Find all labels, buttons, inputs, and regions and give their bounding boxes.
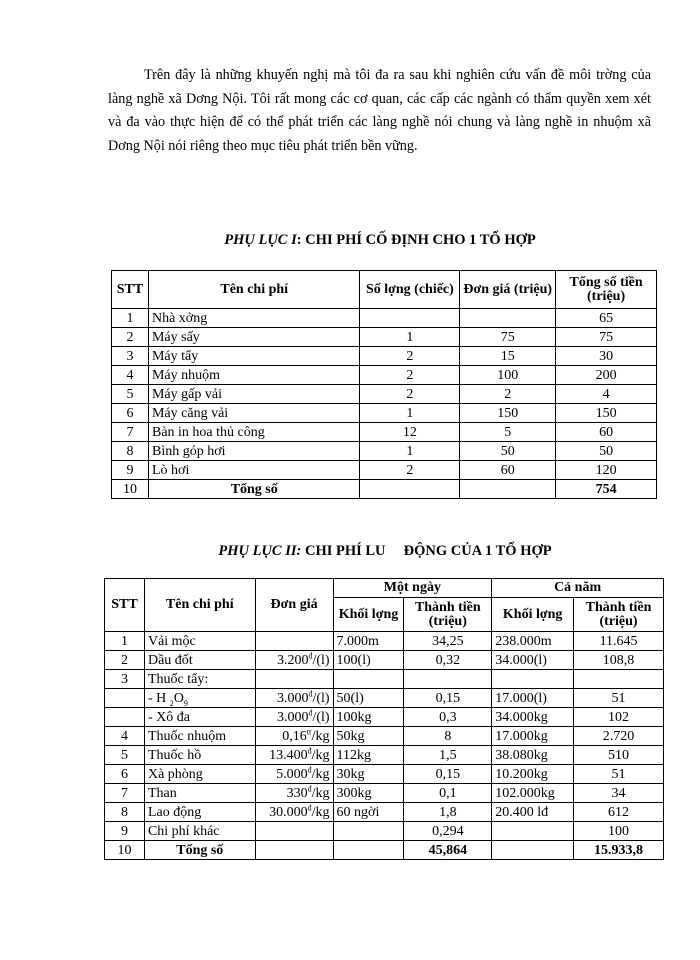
appendix1-title (100, 232, 660, 249)
row-total: 4 (556, 385, 657, 404)
row-price: 3.000 (276, 709, 309, 725)
row-price: 5.000 (276, 766, 308, 782)
row-stt: 2 (112, 328, 149, 347)
row-total: 150 (556, 404, 657, 423)
row-year-qty: 17.000kg (492, 727, 574, 746)
row-stt: 7 (112, 423, 149, 442)
row-year-amount: 2.720 (574, 727, 664, 746)
row-stt: 6 (112, 404, 149, 423)
total-amount: 754 (556, 480, 657, 499)
row-name (144, 670, 255, 689)
row-year-amount: 34 (574, 784, 664, 803)
row-stt: 6 (105, 765, 145, 784)
row-name: Máy sấy (148, 328, 359, 347)
appendix2-title-italic: PHỤ LỤC II: (218, 543, 302, 559)
total-label: Tổng số (148, 480, 359, 499)
row-stt (105, 708, 145, 727)
row-day-qty: 60 ngời (333, 803, 404, 822)
row-price-sup: đ (307, 745, 312, 755)
row-unit-price (255, 670, 333, 689)
row-price: 75 (460, 328, 556, 347)
appendix1-title-italic: PHỤ LỤC I (224, 232, 297, 248)
row-year-qty: 10.200kg (492, 765, 574, 784)
fixed-cost-body (112, 309, 657, 499)
table-row (105, 651, 664, 670)
row-price-unit: /(l) (312, 652, 330, 668)
col-header-total: Tổng số tiền (triệu) (556, 271, 657, 309)
total-row (105, 841, 664, 860)
row-unit-price (255, 708, 333, 727)
row-day-qty (333, 670, 404, 689)
row-name (144, 765, 255, 784)
total-stt: 10 (112, 480, 149, 499)
table-row (112, 366, 657, 385)
col-header-name: Tên chi phí (144, 579, 255, 632)
col-header-one-day: Một ngày (333, 579, 492, 598)
col-header-qty: Số lợng (chiếc) (360, 271, 460, 309)
row-name-text: Vải mộc (147, 633, 196, 649)
col-header-stt: STT (112, 271, 149, 309)
row-name (144, 651, 255, 670)
row-year-amount: 100 (574, 822, 664, 841)
row-day-amount: 34,25 (404, 632, 492, 651)
total-unit-price (255, 841, 333, 860)
table-row (105, 670, 664, 689)
row-day-amount (404, 670, 492, 689)
row-total: 75 (556, 328, 657, 347)
total-year-qty (492, 841, 574, 860)
table-row (112, 423, 657, 442)
total-row (112, 480, 657, 499)
row-stt: 1 (105, 632, 145, 651)
conclusion-paragraph (108, 64, 651, 158)
row-name-tail: O (173, 690, 184, 706)
row-day-qty: 100(l) (333, 651, 404, 670)
row-year-amount: 102 (574, 708, 664, 727)
row-name: Máy căng vải (148, 404, 359, 423)
row-qty: 2 (360, 366, 460, 385)
col-header-stt: STT (105, 579, 145, 632)
col-header-full-year: Cả năm (492, 579, 664, 598)
row-name-text: Than (147, 785, 177, 801)
row-name: Bình góp hơi (148, 442, 359, 461)
row-name-subscript: 2 (169, 698, 174, 708)
row-name-text: Thuốc nhuộm (147, 728, 227, 744)
row-price: 3.200 (276, 652, 309, 668)
col-header-day-qty: Khối lợng (333, 598, 404, 632)
row-unit-price (255, 727, 333, 746)
row-stt: 4 (105, 727, 145, 746)
row-day-amount: 0,15 (404, 765, 492, 784)
row-price: 50 (460, 442, 556, 461)
row-price: 30.000 (269, 804, 308, 820)
row-name (144, 803, 255, 822)
row-qty: 2 (360, 385, 460, 404)
table-row (112, 309, 657, 328)
row-total: 50 (556, 442, 657, 461)
row-year-amount: 51 (574, 765, 664, 784)
row-day-qty (333, 822, 404, 841)
row-unit-price (255, 803, 333, 822)
row-name (144, 784, 255, 803)
row-name (144, 708, 255, 727)
row-day-amount: 0,32 (404, 651, 492, 670)
row-price-sup: đ (307, 764, 312, 774)
col-header-day-amount: Thành tiền (triệu) (404, 598, 492, 632)
row-price-sup: đ (307, 802, 312, 812)
row-unit-price (255, 651, 333, 670)
row-day-qty: 7.000m (333, 632, 404, 651)
row-qty: 12 (360, 423, 460, 442)
row-day-amount: 0,1 (404, 784, 492, 803)
row-day-amount: 1,5 (404, 746, 492, 765)
row-total: 120 (556, 461, 657, 480)
row-price-sup: đ (308, 688, 313, 698)
row-stt (105, 689, 145, 708)
col-header-price: Đơn giá (triệu) (460, 271, 556, 309)
total-price (460, 480, 556, 499)
row-qty: 1 (360, 404, 460, 423)
row-stt: 4 (112, 366, 149, 385)
row-stt: 1 (112, 309, 149, 328)
row-name-text: Lao động (147, 804, 202, 820)
row-name: Nhà xởng (148, 309, 359, 328)
row-stt: 5 (105, 746, 145, 765)
row-name-text: Xà phòng (147, 766, 203, 782)
row-unit-price (255, 746, 333, 765)
row-qty: 1 (360, 328, 460, 347)
total-qty (360, 480, 460, 499)
row-name: Bàn in hoa thủ công (148, 423, 359, 442)
row-unit-price (255, 784, 333, 803)
row-price-sup: đ (307, 783, 312, 793)
row-year-amount (574, 670, 664, 689)
row-name-text: Thuốc tẩy: (147, 671, 209, 687)
row-year-qty: 34.000kg (492, 708, 574, 727)
row-price: 15 (460, 347, 556, 366)
row-price: 0,16 (282, 728, 307, 744)
table-row (105, 803, 664, 822)
row-qty: 2 (360, 347, 460, 366)
total-label: Tổng số (144, 841, 255, 860)
row-name (144, 822, 255, 841)
row-price-unit: /kg (311, 804, 330, 820)
row-name-text: Chi phí khác (147, 823, 220, 839)
row-day-qty: 30kg (333, 765, 404, 784)
row-total: 65 (556, 309, 657, 328)
total-day-amount: 45,864 (404, 841, 492, 860)
row-unit-price (255, 632, 333, 651)
row-year-qty: 17.000(l) (492, 689, 574, 708)
row-name (144, 727, 255, 746)
row-price: 100 (460, 366, 556, 385)
row-name-subscript2: 9 (183, 698, 188, 708)
table-row (105, 689, 664, 708)
row-year-amount: 612 (574, 803, 664, 822)
table-row (112, 461, 657, 480)
row-day-qty: 50(l) (333, 689, 404, 708)
row-price: 3.000 (276, 690, 309, 706)
appendix2-title-rest: CHI PHÍ LU ĐỘNG CỦA 1 TỔ HỢP (301, 543, 552, 559)
row-stt: 8 (105, 803, 145, 822)
row-price-unit: /kg (311, 728, 330, 744)
table-row (112, 404, 657, 423)
row-name: Máy tẩy (148, 347, 359, 366)
row-price: 13.400 (269, 747, 308, 763)
table-row (105, 746, 664, 765)
table-row (105, 727, 664, 746)
row-total: 200 (556, 366, 657, 385)
table-row (105, 632, 664, 651)
row-name: Máy gấp vải (148, 385, 359, 404)
row-stt: 3 (112, 347, 149, 366)
row-name-text: Dầu đốt (147, 652, 193, 668)
table-row (112, 328, 657, 347)
row-qty: 1 (360, 442, 460, 461)
row-year-qty (492, 822, 574, 841)
row-price-sup: đ (308, 650, 313, 660)
row-price-unit: /kg (311, 747, 330, 763)
row-day-amount: 0,15 (404, 689, 492, 708)
row-name-text: - Xô đa (147, 709, 190, 725)
row-stt: 7 (105, 784, 145, 803)
row-stt: 9 (105, 822, 145, 841)
row-day-amount: 0,3 (404, 708, 492, 727)
row-year-amount: 11.645 (574, 632, 664, 651)
row-year-qty: 102.000kg (492, 784, 574, 803)
fixed-cost-table (111, 270, 657, 499)
table-row (105, 822, 664, 841)
total-year-amount: 15.933,8 (574, 841, 664, 860)
row-price: 150 (460, 404, 556, 423)
row-day-amount: 0,294 (404, 822, 492, 841)
row-price-unit: /(l) (312, 690, 330, 706)
row-price (460, 309, 556, 328)
row-year-qty: 20.400 lđ (492, 803, 574, 822)
total-day-qty (333, 841, 404, 860)
row-year-qty: 34.000(l) (492, 651, 574, 670)
row-price-sup: tr (306, 726, 312, 736)
row-year-qty (492, 670, 574, 689)
row-price-sup: đ (308, 707, 313, 717)
row-year-amount: 51 (574, 689, 664, 708)
row-name-text: - H (147, 690, 167, 706)
row-unit-price (255, 689, 333, 708)
row-name: Lò hơi (148, 461, 359, 480)
row-unit-price (255, 822, 333, 841)
row-stt: 8 (112, 442, 149, 461)
row-year-qty: 38.080kg (492, 746, 574, 765)
col-header-name: Tên chi phí (148, 271, 359, 309)
col-header-year-qty: Khối lợng (492, 598, 574, 632)
row-year-amount: 510 (574, 746, 664, 765)
row-name (144, 689, 255, 708)
col-header-unit-price: Đơn giá (255, 579, 333, 632)
table-row (105, 765, 664, 784)
row-day-amount: 8 (404, 727, 492, 746)
row-total: 60 (556, 423, 657, 442)
row-price: 5 (460, 423, 556, 442)
row-qty (360, 309, 460, 328)
row-year-qty: 238.000m (492, 632, 574, 651)
appendix2-title (100, 543, 670, 560)
row-price: 330 (286, 785, 308, 801)
row-qty: 2 (360, 461, 460, 480)
row-name: Máy nhuộm (148, 366, 359, 385)
table-row (112, 347, 657, 366)
appendix1-title-rest: : CHI PHÍ CỐ ĐỊNH CHO 1 TỔ HỢP (296, 232, 536, 248)
row-unit-price (255, 765, 333, 784)
total-stt: 10 (105, 841, 145, 860)
row-name (144, 632, 255, 651)
row-price: 2 (460, 385, 556, 404)
variable-cost-table (104, 578, 664, 860)
row-day-qty: 50kg (333, 727, 404, 746)
row-price-unit: /kg (311, 766, 330, 782)
variable-cost-body (105, 632, 664, 860)
row-stt: 9 (112, 461, 149, 480)
row-day-qty: 112kg (333, 746, 404, 765)
paragraph-text: Trên đây là những khuyến nghị mà tôi đa ra sau khi nghiên cứu vấn đề môi trờng của làng nghề xã Dơng Nội. Tôi rất mong các cơ quan, các cấp các ngành có thẩm quyền xem xét và đa vào thực hiện để có thể phát triển các làng nghề nói chung và làng nghề in nhuộm xã Dơng Nội nói riêng theo mục tiêu phát triển bền vững. (108, 67, 651, 154)
row-name-text: Thuốc hồ (147, 747, 202, 763)
table-row (112, 442, 657, 461)
row-stt: 2 (105, 651, 145, 670)
row-stt: 3 (105, 670, 145, 689)
table-row (105, 784, 664, 803)
table-row (105, 708, 664, 727)
row-day-qty: 100kg (333, 708, 404, 727)
row-price: 60 (460, 461, 556, 480)
row-stt: 5 (112, 385, 149, 404)
row-total: 30 (556, 347, 657, 366)
row-price-unit: /kg (311, 785, 330, 801)
row-price-unit: /(l) (312, 709, 330, 725)
table-row (112, 385, 657, 404)
col-header-year-amount: Thành tiền (triệu) (574, 598, 664, 632)
row-name (144, 746, 255, 765)
row-day-amount: 1,8 (404, 803, 492, 822)
row-day-qty: 300kg (333, 784, 404, 803)
row-year-amount: 108,8 (574, 651, 664, 670)
